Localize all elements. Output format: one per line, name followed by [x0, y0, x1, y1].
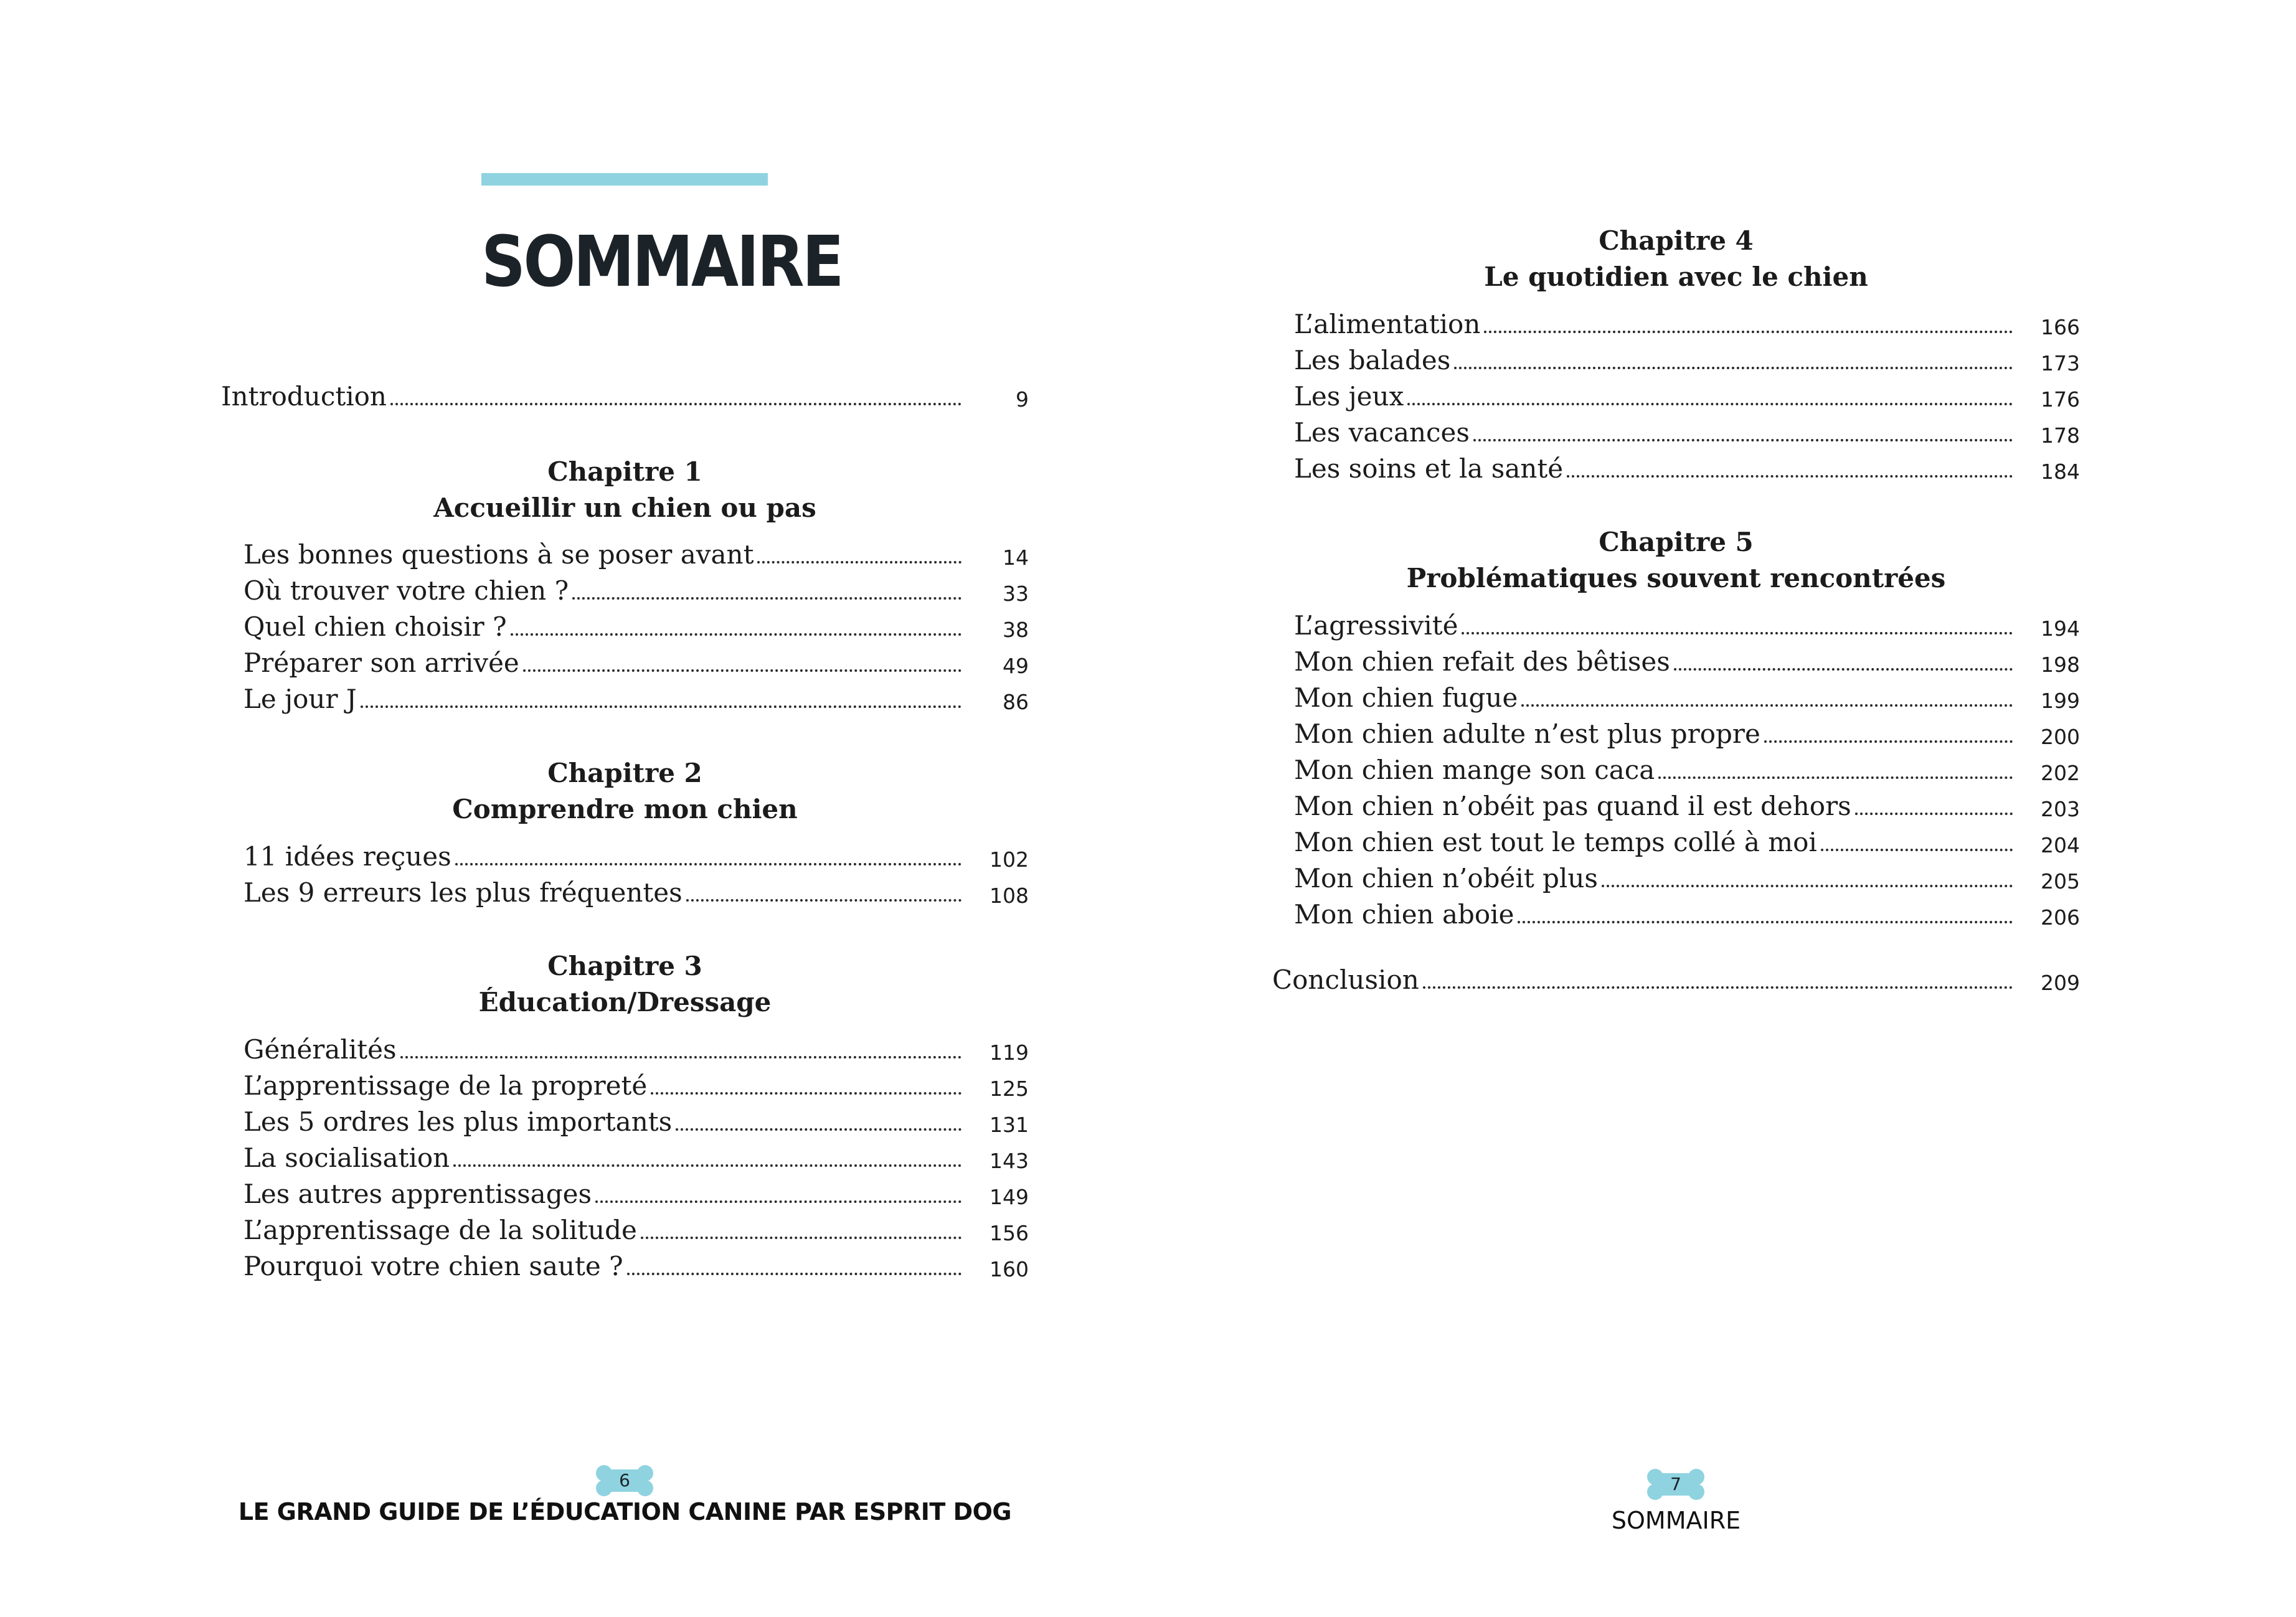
chapter-heading	[1272, 524, 2080, 596]
chapter-name: Le quotidien avec le chien	[1484, 262, 1868, 292]
toc-entry-page: 173	[2041, 351, 2080, 375]
page-number: 7	[1670, 1474, 1681, 1494]
toc-entry-label: Les bonnes questions à se poser avant	[243, 539, 754, 570]
toc-entry[interactable]	[243, 841, 1029, 872]
toc-entry-label: Introduction	[221, 381, 387, 412]
toc-entry-page: 202	[2041, 761, 2080, 785]
toc-entry[interactable]	[243, 611, 1029, 642]
dot-leader	[641, 1237, 961, 1239]
dot-leader	[676, 1128, 961, 1131]
toc-entry-label: Où trouver votre chien ?	[243, 575, 569, 606]
dot-leader	[361, 705, 961, 708]
page-number: 6	[619, 1470, 630, 1491]
dot-leader	[511, 633, 961, 636]
toc-entry-page: 166	[2041, 315, 2080, 339]
toc-entry-label: Mon chien est tout le temps collé à moi	[1294, 827, 1817, 857]
toc-entry[interactable]	[1294, 347, 2080, 374]
dot-leader	[1674, 668, 2013, 671]
toc-entry-label: Généralités	[243, 1034, 397, 1065]
toc-entry-label: Mon chien fugue	[1294, 682, 1518, 713]
chapter-number: Chapitre 2	[547, 758, 702, 788]
toc-entry-page: 149	[990, 1185, 1029, 1209]
toc-entry-page: 194	[2041, 616, 2080, 641]
toc-entry-page: 119	[990, 1040, 1029, 1065]
toc-entry[interactable]	[243, 539, 1029, 570]
dot-leader	[1473, 439, 2013, 441]
dot-leader	[455, 863, 961, 865]
dot-leader	[757, 561, 961, 563]
toc-entry[interactable]	[243, 1070, 1029, 1101]
toc-entry[interactable]	[243, 1034, 1029, 1065]
toc-entry[interactable]	[1294, 646, 2080, 677]
toc-entry-page: 33	[1003, 582, 1029, 606]
toc-entry[interactable]	[1294, 865, 2080, 892]
toc-entry-label: Les 5 ordres les plus importants	[243, 1106, 673, 1137]
toc-entry-page: 156	[990, 1221, 1029, 1245]
toc-entry-page: 209	[2041, 971, 2080, 995]
dot-leader	[1521, 704, 2013, 707]
dot-leader	[1821, 849, 2013, 851]
toc-entry-page: 178	[2041, 423, 2080, 448]
toc-entry-label: L’apprentissage de la solitude	[243, 1215, 637, 1245]
toc-entry-label: La socialisation	[243, 1143, 450, 1173]
chapter-number: Chapitre 3	[547, 951, 702, 981]
toc-entry-page: 160	[990, 1257, 1029, 1281]
dot-leader	[1484, 331, 2013, 333]
toc-entry[interactable]	[243, 650, 1029, 676]
toc-entry-conclusion[interactable]	[1272, 964, 2080, 995]
toc-entry-label: Les jeux	[1294, 381, 1404, 412]
dot-leader	[1407, 403, 2013, 405]
footer-book-title: LE GRAND GUIDE DE L’ÉDUCATION CANINE PAR ESPRIT DOG	[238, 1498, 1012, 1525]
toc-entry-label: Quel chien choisir ?	[243, 611, 507, 642]
toc-entry[interactable]	[1294, 721, 2080, 747]
toc-entry-label: 11 idées reçues	[243, 841, 451, 872]
toc-entry-label: Les vacances	[1294, 417, 1470, 448]
toc-entry-page: 108	[990, 884, 1029, 908]
toc-entry-label: Les balades	[1294, 345, 1451, 375]
toc-entry-page: 176	[2041, 387, 2080, 412]
dot-leader	[1423, 986, 2013, 989]
dot-leader	[523, 669, 961, 672]
dot-leader	[1567, 475, 2013, 478]
toc-entry-label: Les 9 erreurs les plus fréquentes	[243, 877, 683, 908]
toc-entry[interactable]	[243, 1181, 1029, 1207]
toc-entry[interactable]	[1294, 311, 2080, 337]
chapter-name: Accueillir un chien ou pas	[433, 493, 816, 523]
toc-entry-introduction[interactable]	[221, 381, 1029, 412]
toc-entry-label: L’apprentissage de la propreté	[243, 1070, 648, 1101]
dot-leader	[1764, 740, 2013, 743]
toc-entry-page: 204	[2041, 833, 2080, 857]
toc-entry[interactable]	[1294, 757, 2080, 783]
toc-entry[interactable]	[1294, 829, 2080, 856]
chapter-heading	[221, 755, 1029, 827]
toc-entry[interactable]	[243, 1217, 1029, 1243]
toc-entry[interactable]	[243, 686, 1029, 712]
chapter-heading	[221, 454, 1029, 526]
toc-entry-label: L’agressivité	[1294, 610, 1458, 641]
chapter-name: Problématiques souvent rencontrées	[1406, 563, 1946, 593]
dot-leader	[627, 1273, 961, 1275]
toc-entry-page: 131	[990, 1113, 1029, 1137]
dot-leader	[453, 1164, 961, 1167]
toc-entry-page: 198	[2041, 653, 2080, 677]
toc-entry-label: Pourquoi votre chien saute ?	[243, 1251, 623, 1281]
toc-entry-label: L’alimentation	[1294, 309, 1481, 339]
toc-entry-label: Mon chien n’obéit pas quand il est dehors	[1294, 791, 1851, 821]
chapter-name: Éducation/Dressage	[478, 987, 772, 1017]
dot-leader	[651, 1092, 961, 1095]
toc-entry-page: 184	[2041, 460, 2080, 484]
chapter-heading	[221, 948, 1029, 1021]
toc-entry[interactable]	[243, 877, 1029, 908]
toc-entry-label: Le jour J	[243, 684, 357, 714]
toc-entry-label: Les autres apprentissages	[243, 1179, 592, 1209]
toc-entry-page: 38	[1003, 618, 1029, 642]
dot-leader	[1658, 776, 2013, 779]
toc-entry-page: 86	[1003, 690, 1029, 714]
chapter-name: Comprendre mon chien	[452, 794, 798, 824]
bone-page-marker	[595, 1464, 654, 1497]
toc-entry-label: Préparer son arrivée	[243, 648, 519, 678]
dot-leader	[1518, 921, 2013, 923]
toc-entry-page: 125	[990, 1077, 1029, 1101]
dot-leader	[686, 899, 961, 902]
toc-entry-page: 9	[1016, 387, 1029, 412]
toc-entry[interactable]	[1294, 793, 2080, 819]
toc-entry-label: Mon chien mange son caca	[1294, 755, 1655, 785]
toc-entry-page: 200	[2041, 725, 2080, 749]
bone-page-marker	[1646, 1468, 1706, 1501]
toc-entry-label: Mon chien n’obéit plus	[1294, 863, 1598, 893]
dot-leader	[1602, 885, 2013, 887]
dot-leader	[595, 1200, 961, 1203]
dot-leader	[390, 403, 961, 405]
toc-entry-label: Mon chien aboie	[1294, 899, 1514, 930]
chapter-number: Chapitre 5	[1599, 527, 1754, 557]
toc-entry-page: 143	[990, 1149, 1029, 1173]
toc-entry-page: 14	[1003, 545, 1029, 570]
toc-entry[interactable]	[1294, 610, 2080, 641]
toc-entry-label: Mon chien adulte n’est plus propre	[1294, 719, 1760, 749]
dot-leader	[400, 1056, 961, 1058]
footer-section-title: SOMMAIRE	[1611, 1507, 1741, 1534]
toc-entry-label: Mon chien refait des bêtises	[1294, 646, 1670, 677]
toc-entry[interactable]	[243, 1253, 1029, 1280]
chapter-heading	[1272, 223, 2080, 295]
toc-entry[interactable]	[243, 1145, 1029, 1171]
accent-bar	[481, 173, 768, 186]
toc-entry-page: 206	[2041, 905, 2080, 930]
chapter-number: Chapitre 4	[1599, 225, 1754, 256]
toc-entry-page: 205	[2041, 869, 2080, 893]
toc-entry[interactable]	[1294, 682, 2080, 713]
toc-entry[interactable]	[243, 575, 1029, 606]
toc-entry[interactable]	[1294, 417, 2080, 448]
toc-entry-page: 203	[2041, 797, 2080, 821]
toc-entry-page: 49	[1003, 654, 1029, 678]
chapter-number: Chapitre 1	[547, 456, 702, 487]
dot-leader	[572, 597, 961, 600]
toc-entry-label: Les soins et la santé	[1294, 453, 1564, 484]
toc-entry-page: 199	[2041, 689, 2080, 713]
dot-leader	[1855, 813, 2013, 815]
dot-leader	[1462, 632, 2013, 634]
toc-entry[interactable]	[1294, 899, 2080, 930]
toc-entry[interactable]	[243, 1106, 1029, 1137]
toc-entry-label: Conclusion	[1272, 964, 1419, 995]
toc-entry[interactable]	[1294, 381, 2080, 412]
toc-entry[interactable]	[1294, 453, 2080, 484]
page-title: SOMMAIRE	[481, 222, 842, 303]
toc-entry-page: 102	[990, 847, 1029, 872]
dot-leader	[1454, 367, 2013, 369]
